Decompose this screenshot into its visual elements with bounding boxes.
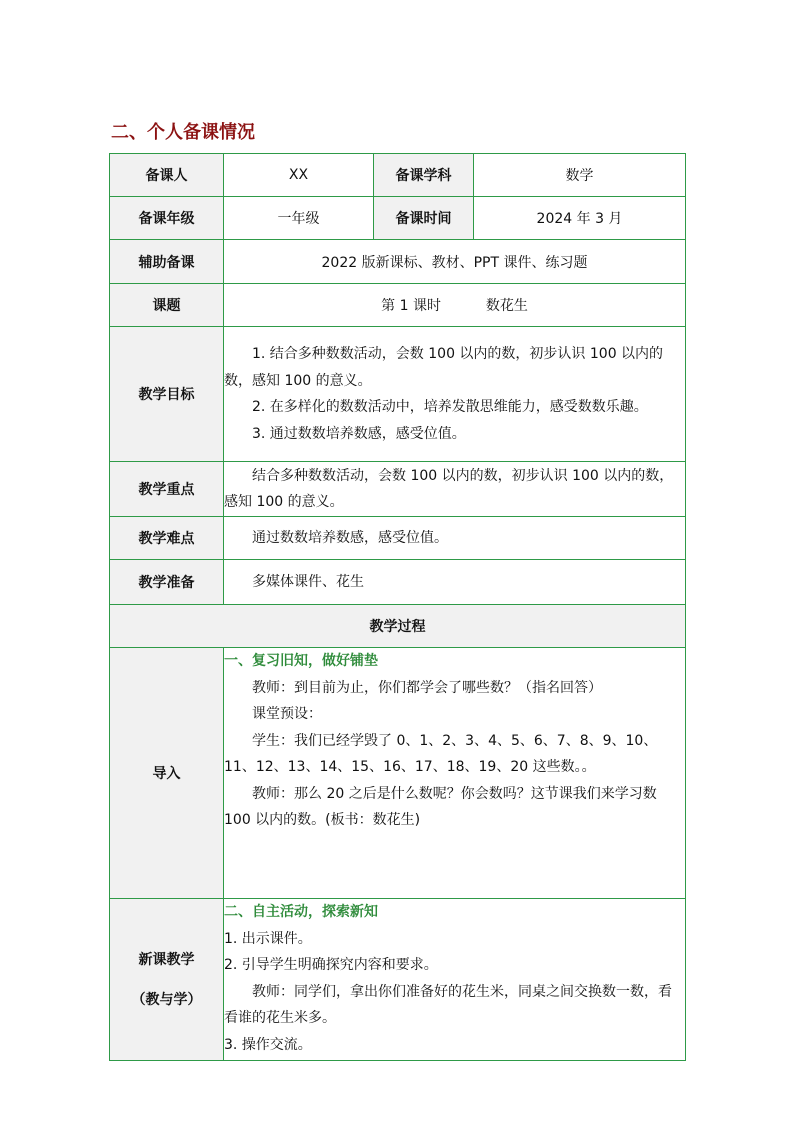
- subject-label: 备课学科: [374, 154, 474, 197]
- goals-label: 教学目标: [110, 327, 224, 462]
- new-label-line-1: 新课教学: [138, 951, 195, 968]
- new-teaching-content: [224, 899, 686, 1061]
- lesson-plan-table: [109, 153, 686, 1061]
- new-line: 2. 引导学生明确探究内容和要求。: [224, 957, 438, 973]
- new-line: 教师：同学们，拿出你们准备好的花生米，同桌之间交换数一数，看看谁的花生米多。: [224, 983, 672, 1026]
- grade-value: 一年级: [224, 197, 374, 240]
- row-topic: [110, 284, 686, 327]
- topic-label: 课题: [110, 284, 224, 327]
- row-preparer: [110, 154, 686, 197]
- difficulty-label: 教学难点: [110, 517, 224, 560]
- preparer-value: XX: [224, 154, 374, 197]
- section-title: 二、个人备课情况: [111, 122, 255, 143]
- intro-line: 课堂预设：: [252, 706, 322, 722]
- row-new-teaching: [110, 899, 686, 1061]
- row-intro: [110, 648, 686, 899]
- intro-line: 教师：到目前为止，你们都学会了哪些数？（指名回答）: [252, 679, 602, 696]
- topic-title: 数花生: [485, 298, 528, 314]
- row-key: [110, 462, 686, 517]
- difficulty-text: 通过数数培养数感，感受位值。: [252, 529, 448, 546]
- time-value: 2024 年 3 月: [474, 197, 686, 240]
- prep-value: [224, 560, 686, 605]
- intro-line: 学生：我们已经学毁了 0、1、2、3、4、5、6、7、8、9、10、11、12、13、14、15、16、17、18、19、20 这些数。。: [224, 732, 658, 775]
- goal-item: 3. 通过数数培养数感，感受位值。: [252, 425, 466, 442]
- process-header: 教学过程: [110, 605, 686, 648]
- time-label: 备课时间: [374, 197, 474, 240]
- aux-label: 辅助备课: [110, 240, 224, 284]
- key-text: 结合多种数数活动，会数 100 以内的数，初步认识 100 以内的数，感知 100 的意义。: [224, 467, 674, 510]
- goals-value: [224, 327, 686, 462]
- intro-label: 导入: [110, 648, 224, 899]
- new-line: 1. 出示课件。: [224, 930, 312, 947]
- new-line: 3. 操作交流。: [224, 1036, 312, 1053]
- prep-text: 多媒体课件、花生: [252, 573, 364, 590]
- preparer-label: 备课人: [110, 154, 224, 197]
- topic-lesson: 第 1 课时: [381, 298, 441, 314]
- goal-item: 2. 在多样化的数数活动中，培养发散思维能力，感受数数乐趣。: [252, 399, 648, 415]
- row-process-header: [110, 605, 686, 648]
- new-teaching-label: [110, 899, 224, 1061]
- key-label: 教学重点: [110, 462, 224, 517]
- row-difficulty: [110, 517, 686, 560]
- difficulty-value: [224, 517, 686, 560]
- intro-line: 教师：那么 20 之后是什么数呢？你会数吗？这节课我们来学习数 100 以内的数。(板书：数花生): [224, 785, 657, 828]
- intro-heading: 一、复习旧知，做好铺垫: [224, 653, 378, 669]
- row-grade: [110, 197, 686, 240]
- intro-content: [224, 648, 686, 899]
- new-label-line-2: （教与学）: [131, 991, 202, 1008]
- aux-value: 2022 版新课标、教材、PPT 课件、练习题: [224, 240, 686, 284]
- grade-label: 备课年级: [110, 197, 224, 240]
- goal-item: 1. 结合多种数数活动，会数 100 以内的数，初步认识 100 以内的数，感知 100 的意义。: [224, 346, 664, 389]
- prep-label: 教学准备: [110, 560, 224, 605]
- new-heading: 二、自主活动，探索新知: [224, 904, 378, 920]
- key-value: [224, 462, 686, 517]
- row-prep: [110, 560, 686, 605]
- row-aux: [110, 240, 686, 284]
- row-goals: [110, 327, 686, 462]
- subject-value: 数学: [474, 154, 686, 197]
- topic-value: [224, 284, 686, 327]
